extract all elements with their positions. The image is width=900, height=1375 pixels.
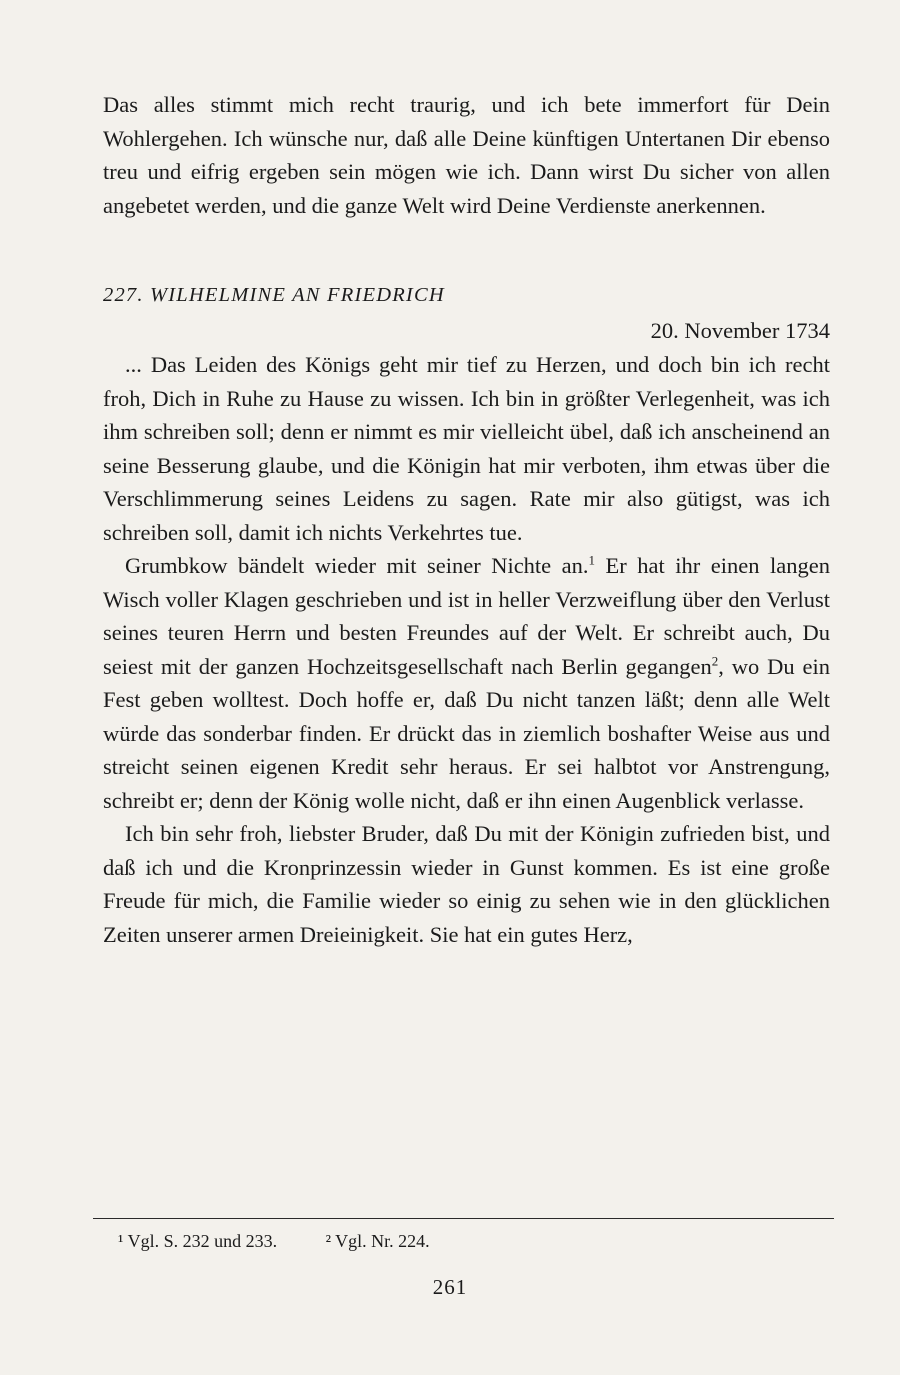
- paragraph-2-text-c: , wo Du ein Fest geben wolltest. Doch hoffe er, daß Du nicht tanzen läßt; denn alle Welt würde das sonderbar finden. Er drückt das in ziemlich boshafter Weise aus und streicht seinen eigenen Kredit sehr heraus. Er sei halbtot vor Anstrengung, schreibt er; denn der König wolle nicht, daß er ihn einen Augenblick verlasse.: [103, 653, 830, 813]
- page-body: [103, 88, 830, 951]
- footnote-1: ¹ Vgl. S. 232 und 233.: [118, 1231, 278, 1251]
- letter-date: 20. November 1734: [650, 318, 830, 343]
- page-number: 261: [432, 1275, 468, 1299]
- letter-paragraph-3: Ich bin sehr froh, liebster Bruder, daß Du mit der Königin zufrieden bist, und daß ich und die Kronprinzessin wieder in Gunst kommen. Es ist eine große Freude für mich, die Familie wieder so einig zu sehen wie in den glücklichen Zeiten unserer armen Dreieinigkeit. Sie hat ein gutes Herz,: [103, 821, 830, 947]
- footnotes: [118, 1228, 474, 1254]
- letter-paragraph-2: [103, 549, 830, 817]
- footnote-divider: [93, 1218, 834, 1219]
- paragraph-2-text-a: Grumbkow bändelt wieder mit seiner Nichte an.: [125, 553, 589, 578]
- footnote-2: ² Vgl. Nr. 224.: [325, 1231, 430, 1251]
- paragraph-2-text-b: Er hat ihr einen langen Wisch voller Klagen geschrieben und ist in heller Verzweiflung über den Verlust seines teuren Herrn und besten Freundes auf der Welt. Er schreibt auch, Du seiest mit der ganzen Hochzeitsgesellschaft nach Berlin gegangen: [103, 553, 830, 679]
- footnote-ref-2: 2: [711, 653, 719, 668]
- intro-paragraph: Das alles stimmt mich recht traurig, und ich bete immerfort für Dein Wohlergehen. Ich wünsche nur, daß alle Deine künftigen Untertanen Dir ebenso treu und eifrig ergeben sein mögen wie ich. Dann wirst Du sicher von allen angebetet werden, und die ganze Welt wird Deine Verdienste anerkennen.: [103, 92, 830, 218]
- footnote-ref-1: 1: [588, 552, 596, 568]
- letter-heading: 227. WILHELMINE AN FRIEDRICH: [103, 284, 445, 306]
- letter-paragraph-1: ... Das Leiden des Königs geht mir tief zu Herzen, und doch bin ich recht froh, Dich in Ruhe zu Hause zu wissen. Ich bin in größter Verlegenheit, was ich ihm schreiben soll; denn er nimmt es mir vielleicht übel, daß ich anscheinend an seine Besserung glaube, und die Königin hat mir verboten, ihm etwas über die Verschlimmerung seines Leidens zu sagen. Rate mir also gütigst, was ich schreiben soll, damit ich nichts Verkehrtes tue.: [103, 352, 830, 545]
